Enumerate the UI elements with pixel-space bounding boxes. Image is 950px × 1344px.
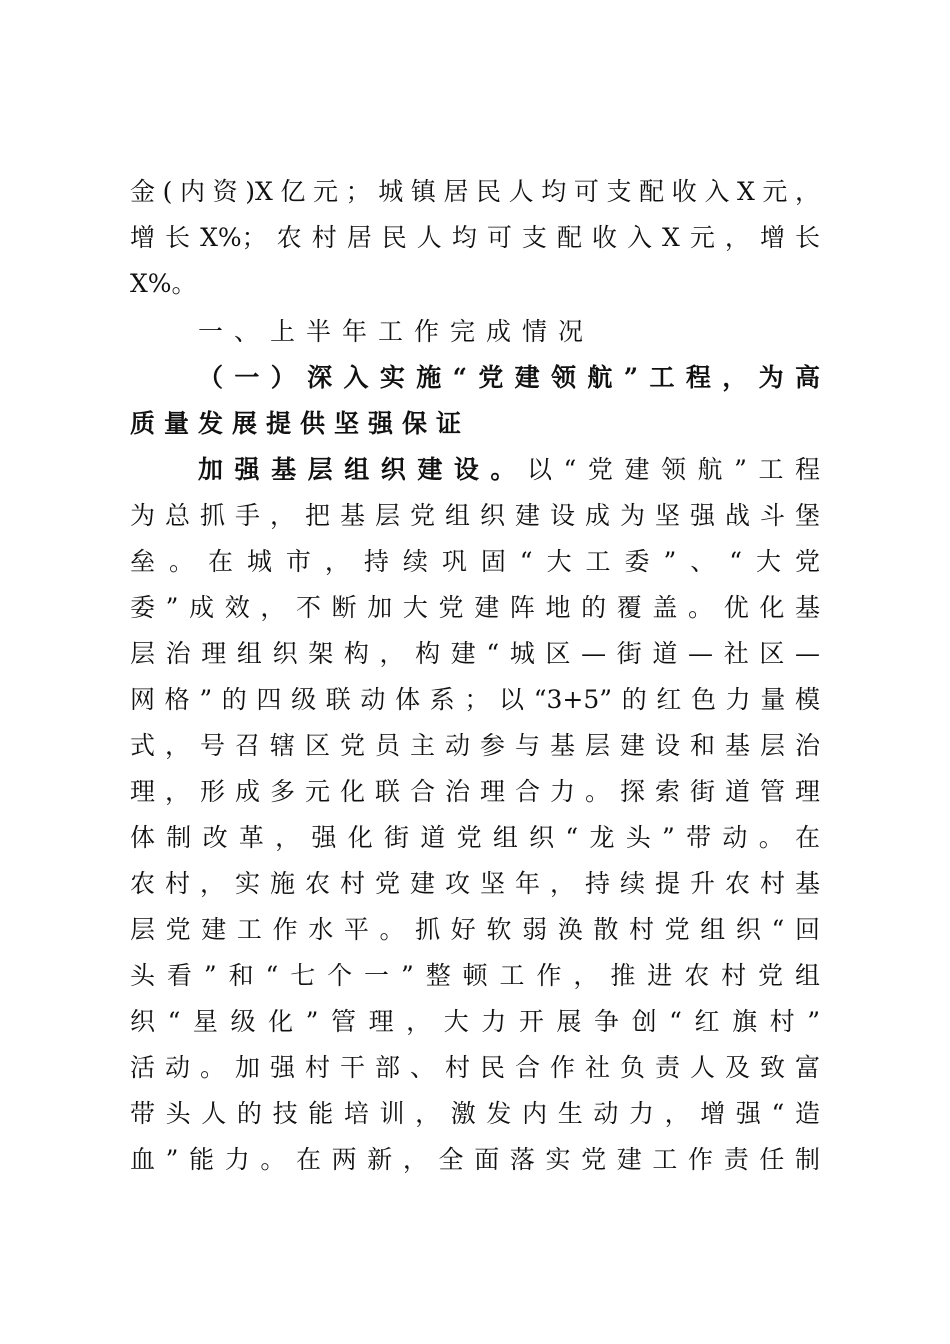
- paragraph-first-line: [198, 450, 820, 490]
- subsection-heading-line-2: 质量发展提供坚强保证: [130, 409, 471, 438]
- paragraph-line: 层党建工作水平。抓好软弱涣散村党组织“回: [130, 915, 820, 944]
- subsection-heading-line-1: （一）深入实施“党建领航”工程，为高: [198, 363, 820, 392]
- paragraph-line: 带头人的技能培训，激发内生动力，增强“造: [130, 1099, 820, 1128]
- paragraph-line: 层治理组织架构，构建“城区—街道—社区—: [130, 639, 820, 668]
- paragraph-line: 头看”和“七个一”整顿工作，推进农村党组: [130, 961, 820, 990]
- paragraph-lead: 加强基层组织建设。: [198, 455, 527, 484]
- paragraph-line: 委”成效，不断加大党建阵地的覆盖。优化基: [130, 593, 820, 622]
- intro-line-2: 增长X%；农村居民人均可支配收入X元，增长: [130, 223, 820, 252]
- paragraph-line: 体制改革，强化街道党组织“龙头”带动。在: [130, 823, 820, 852]
- paragraph-line: 垒。在城市，持续巩固“大工委”、“大党: [130, 547, 820, 576]
- paragraph-line: 网格”的四级联动体系；以“3+5”的红色力量模: [130, 685, 820, 714]
- paragraph-line: 农村，实施农村党建攻坚年，持续提升农村基: [130, 869, 820, 898]
- paragraph-line: 血”能力。在两新，全面落实党建工作责任制: [130, 1145, 820, 1174]
- paragraph-line: 式，号召辖区党员主动参与基层建设和基层治: [130, 731, 820, 760]
- paragraph-first-line-rest: 以“党建领航”工程: [527, 455, 820, 484]
- intro-line-1: 金(内资)X亿元；城镇居民人均可支配收入X元，: [130, 177, 820, 206]
- paragraph-line: 为总抓手，把基层党组织建设成为坚强战斗堡: [130, 501, 820, 530]
- section-heading: 一、上半年工作完成情况: [198, 317, 595, 346]
- intro-line-3: X%。: [130, 269, 197, 298]
- paragraph-line: 织“星级化”管理，大力开展争创“红旗村”: [130, 1007, 820, 1036]
- paragraph-line: 活动。加强村干部、村民合作社负责人及致富: [130, 1053, 820, 1082]
- paragraph-line: 理，形成多元化联合治理合力。探索街道管理: [130, 777, 820, 806]
